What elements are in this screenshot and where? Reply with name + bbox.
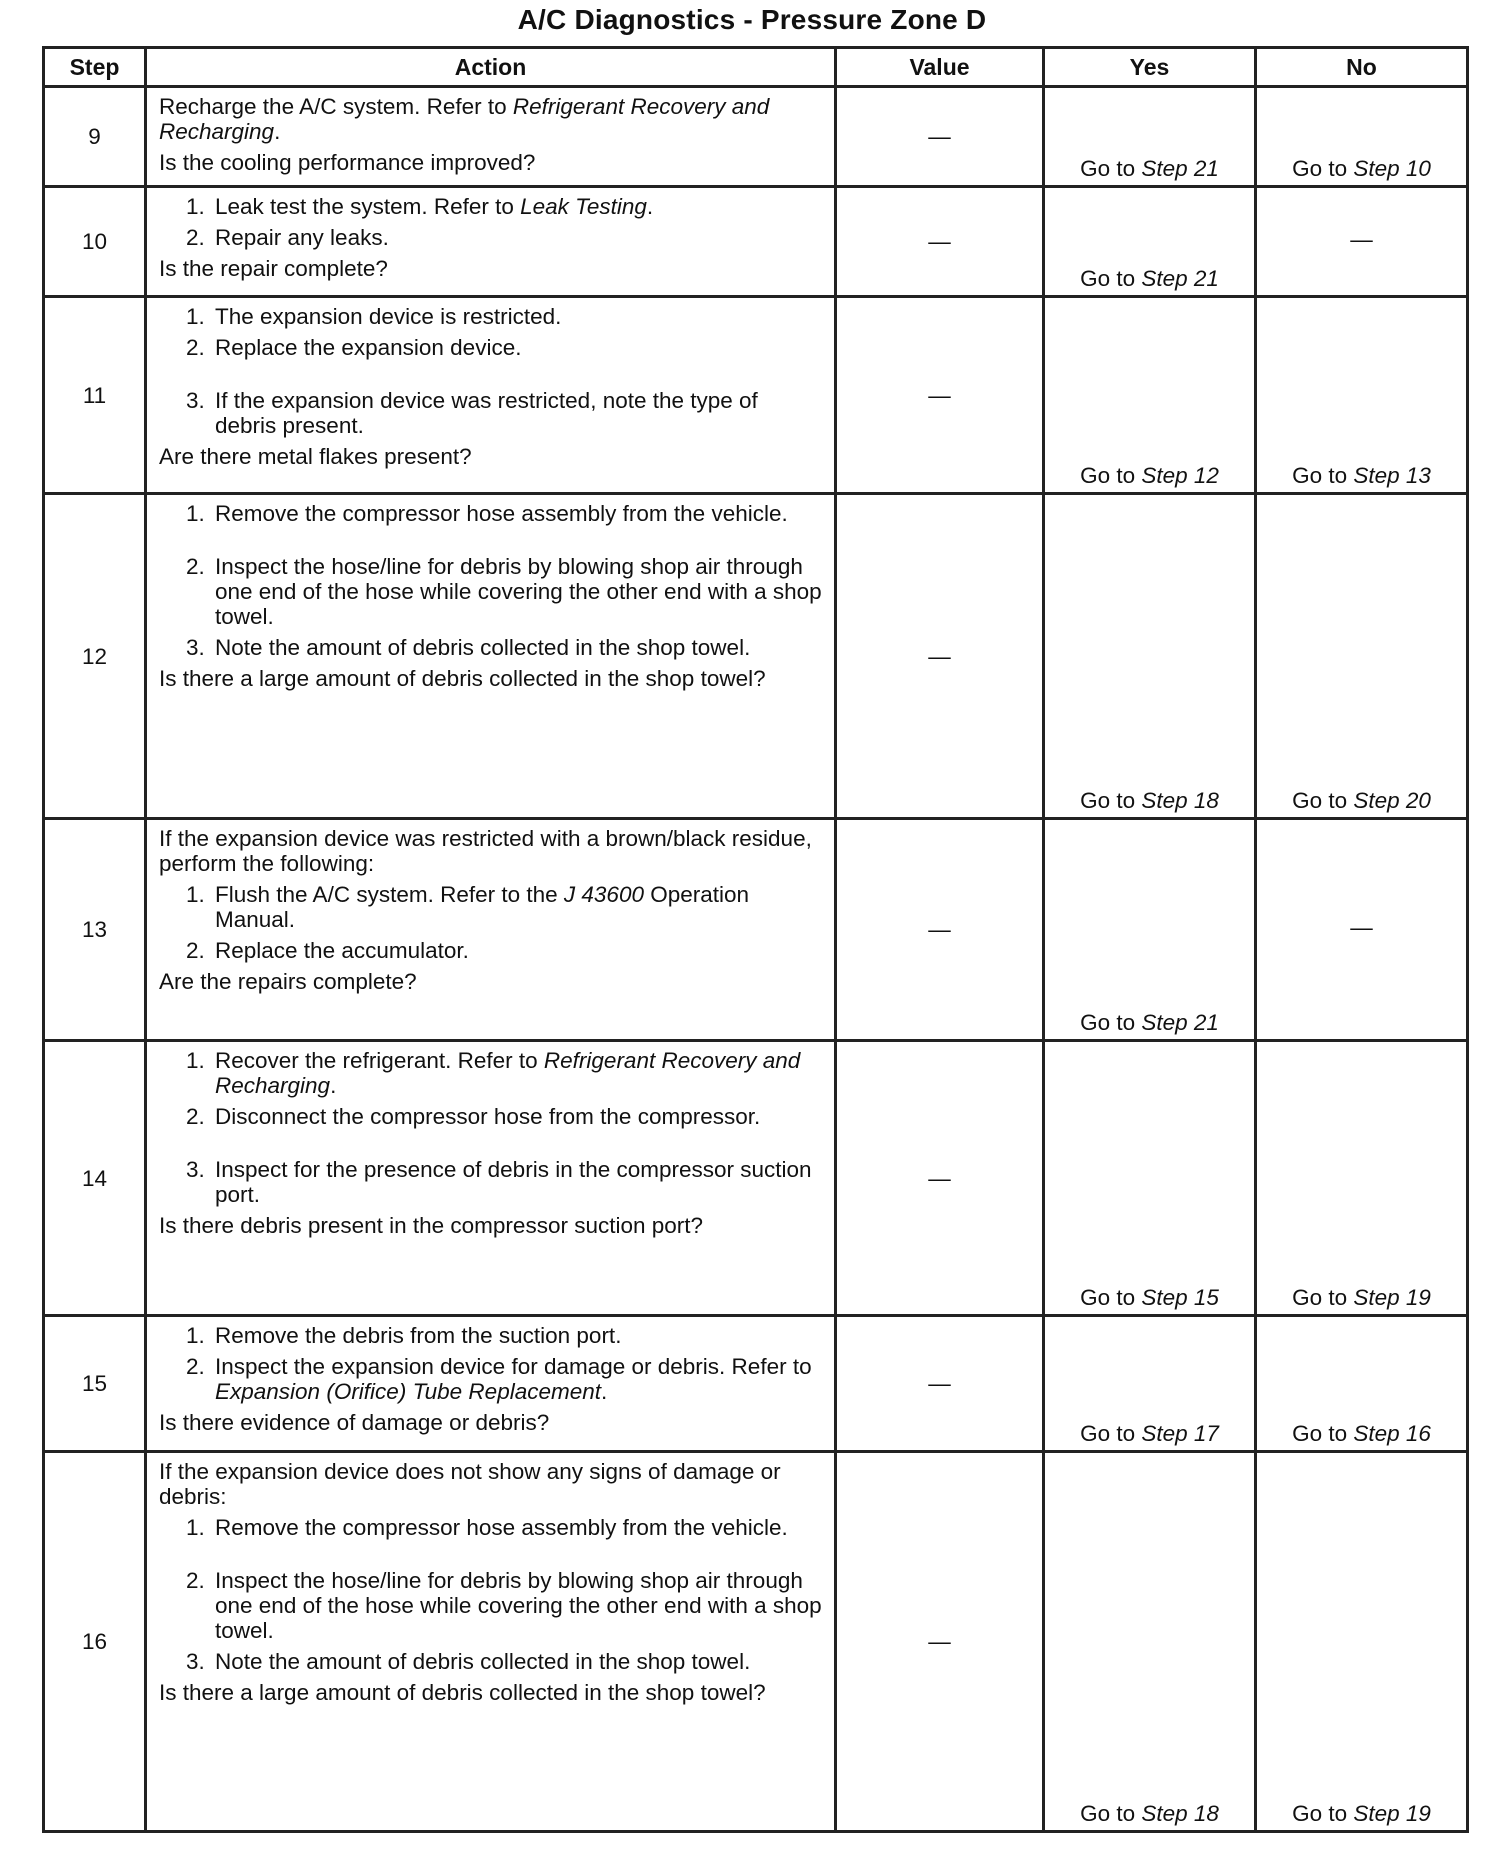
action-step-text: Inspect the expansion device for damage or debris. Refer to xyxy=(215,1354,812,1379)
yes-cell xyxy=(1044,494,1256,819)
action-step-item xyxy=(211,1323,824,1348)
value-cell: — xyxy=(836,819,1044,1041)
no-cell xyxy=(1256,1316,1468,1452)
goto-prefix: Go to xyxy=(1080,1285,1142,1310)
action-question: Is there a large amount of debris collected in the shop towel? xyxy=(159,666,766,691)
action-step-item xyxy=(211,1568,824,1643)
action-question: Are there metal flakes present? xyxy=(159,444,472,469)
step-cell: 12 xyxy=(44,494,146,819)
goto-prefix: Go to xyxy=(1080,463,1142,488)
goto-step-ref: Step 19 xyxy=(1353,1285,1431,1310)
action-question: Is the cooling performance improved? xyxy=(159,150,536,175)
action-step-item xyxy=(211,635,824,660)
action-step-text: Note the amount of debris collected in the shop towel. xyxy=(215,1649,751,1674)
action-cell xyxy=(146,1041,836,1316)
goto-step-ref: Step 17 xyxy=(1141,1421,1219,1446)
action-question: Is there a large amount of debris collected in the shop towel? xyxy=(159,1680,766,1705)
yes-cell xyxy=(1044,819,1256,1041)
action-step-text: Disconnect the compressor hose from the compressor. xyxy=(215,1104,761,1129)
yes-cell xyxy=(1044,297,1256,494)
action-steps-list xyxy=(159,882,824,963)
action-question: Is there evidence of damage or debris? xyxy=(159,1410,550,1435)
step-cell: 10 xyxy=(44,187,146,297)
action-step-text: Inspect for the presence of debris in the compressor suction port. xyxy=(215,1157,812,1207)
action-cell xyxy=(146,187,836,297)
step-cell: 9 xyxy=(44,87,146,187)
action-steps-list xyxy=(159,501,824,660)
goto-step-ref: Step 20 xyxy=(1353,788,1431,813)
action-step-text: . xyxy=(601,1379,608,1404)
table-row xyxy=(44,1041,1468,1316)
no-cell xyxy=(1256,1041,1468,1316)
column-header-action: Action xyxy=(146,48,836,87)
action-paragraph xyxy=(159,94,824,144)
step-cell: 15 xyxy=(44,1316,146,1452)
action-steps-list xyxy=(159,1323,824,1404)
goto-prefix: Go to xyxy=(1080,156,1142,181)
action-text: Recharge the A/C system. Refer to xyxy=(159,94,513,119)
column-header-value: Value xyxy=(836,48,1044,87)
table-row xyxy=(44,87,1468,187)
action-steps-list xyxy=(159,1515,824,1674)
action-step-item xyxy=(211,501,824,526)
goto-step-ref: Step 13 xyxy=(1353,463,1431,488)
column-header-step: Step xyxy=(44,48,146,87)
action-step-text: Replace the expansion device. xyxy=(215,335,522,360)
goto-prefix: Go to xyxy=(1080,1801,1142,1826)
no-cell xyxy=(1256,819,1468,1041)
table-row xyxy=(44,494,1468,819)
action-cell xyxy=(146,1316,836,1452)
action-step-item xyxy=(211,194,824,219)
action-steps-list xyxy=(159,1048,824,1207)
table-row xyxy=(44,297,1468,494)
action-step-text: Remove the compressor hose assembly from the vehicle. xyxy=(215,501,788,526)
goto-step-ref: Step 21 xyxy=(1141,266,1219,291)
action-step-item xyxy=(211,335,824,360)
yes-cell xyxy=(1044,1316,1256,1452)
action-question: Is the repair complete? xyxy=(159,256,388,281)
goto-prefix: Go to xyxy=(1292,788,1354,813)
goto-step-ref: Step 18 xyxy=(1141,788,1219,813)
action-cell xyxy=(146,297,836,494)
action-step-text: Remove the debris from the suction port. xyxy=(215,1323,622,1348)
goto-prefix: Go to xyxy=(1080,1010,1142,1035)
goto-step-ref: Step 15 xyxy=(1141,1285,1219,1310)
goto-prefix: Go to xyxy=(1080,788,1142,813)
action-step-item xyxy=(211,1354,824,1404)
action-step-text: Expansion (Orifice) Tube Replacement xyxy=(215,1379,602,1404)
action-step-item xyxy=(211,1649,824,1674)
goto-step-ref: Step 19 xyxy=(1353,1801,1431,1826)
action-step-text: . xyxy=(646,194,654,219)
action-step-text: Note the amount of debris collected in the shop towel. xyxy=(215,635,751,660)
table-body xyxy=(44,87,1468,1832)
value-cell: — xyxy=(836,1452,1044,1832)
step-cell: 14 xyxy=(44,1041,146,1316)
action-step-text: J 43600 xyxy=(563,882,644,907)
action-step-item xyxy=(211,1515,824,1540)
step-cell: 16 xyxy=(44,1452,146,1832)
goto-step-ref: Step 21 xyxy=(1141,156,1219,181)
action-step-text: Inspect the hose/line for debris by blowing shop air through one end of the hose while covering the other end with a shop towel. xyxy=(215,554,822,629)
yes-cell xyxy=(1044,87,1256,187)
action-step-text: Remove the compressor hose assembly from the vehicle. xyxy=(215,1515,788,1540)
step-cell: 13 xyxy=(44,819,146,1041)
action-step-text: Repair any leaks. xyxy=(215,225,389,250)
action-step-text: Leak test the system. Refer to xyxy=(215,194,521,219)
table-header-row xyxy=(44,48,1468,87)
value-cell: — xyxy=(836,187,1044,297)
goto-prefix: Go to xyxy=(1292,1421,1354,1446)
action-step-text: Flush the A/C system. Refer to the xyxy=(215,882,564,907)
page-title: A/C Diagnostics - Pressure Zone D xyxy=(517,4,987,35)
action-cell xyxy=(146,819,836,1041)
no-cell xyxy=(1256,87,1468,187)
column-header-yes: Yes xyxy=(1044,48,1256,87)
action-steps-list xyxy=(159,304,824,438)
action-intro: If the expansion device does not show any signs of damage or debris: xyxy=(159,1459,781,1509)
dash-value: — xyxy=(1350,227,1373,252)
action-cell xyxy=(146,1452,836,1832)
dash-value: — xyxy=(1350,915,1373,940)
goto-step-ref: Step 12 xyxy=(1141,463,1219,488)
no-cell xyxy=(1256,297,1468,494)
action-step-text: If the expansion device was restricted, note the type of debris present. xyxy=(215,388,758,438)
action-step-item xyxy=(211,388,824,438)
action-step-item xyxy=(211,1104,824,1129)
action-step-text: Replace the accumulator. xyxy=(215,938,469,963)
value-cell: — xyxy=(836,1316,1044,1452)
value-cell: — xyxy=(836,494,1044,819)
action-step-item xyxy=(211,882,824,932)
no-cell xyxy=(1256,1452,1468,1832)
table-row xyxy=(44,187,1468,297)
goto-step-ref: Step 18 xyxy=(1141,1801,1219,1826)
yes-cell xyxy=(1044,187,1256,297)
step-cell: 11 xyxy=(44,297,146,494)
no-cell xyxy=(1256,187,1468,297)
action-question: Are the repairs complete? xyxy=(159,969,417,994)
goto-prefix: Go to xyxy=(1292,1801,1354,1826)
goto-prefix: Go to xyxy=(1292,1285,1354,1310)
action-step-text: Leak Testing xyxy=(520,194,647,219)
no-cell xyxy=(1256,494,1468,819)
goto-prefix: Go to xyxy=(1292,156,1354,181)
value-cell: — xyxy=(836,87,1044,187)
action-cell xyxy=(146,494,836,819)
yes-cell xyxy=(1044,1452,1256,1832)
diagnostic-table xyxy=(42,46,1469,1833)
action-step-item xyxy=(211,938,824,963)
action-intro: If the expansion device was restricted with a brown/black residue, perform the following: xyxy=(159,826,812,876)
action-text: . xyxy=(274,119,281,144)
action-step-item xyxy=(211,554,824,629)
goto-prefix: Go to xyxy=(1292,463,1354,488)
table-row xyxy=(44,1316,1468,1452)
action-cell xyxy=(146,87,836,187)
goto-step-ref: Step 10 xyxy=(1353,156,1431,181)
action-steps-list xyxy=(159,194,824,250)
action-step-text: Inspect the hose/line for debris by blowing shop air through one end of the hose while covering the other end with a shop towel. xyxy=(215,1568,822,1643)
value-cell: — xyxy=(836,1041,1044,1316)
goto-step-ref: Step 16 xyxy=(1353,1421,1431,1446)
action-step-text: Operation Manual. xyxy=(215,882,750,932)
action-step-text: Refrigerant Recovery and Recharging xyxy=(215,1048,801,1098)
table-row xyxy=(44,1452,1468,1832)
goto-prefix: Go to xyxy=(1080,266,1142,291)
yes-cell xyxy=(1044,1041,1256,1316)
action-step-item xyxy=(211,1048,824,1098)
goto-prefix: Go to xyxy=(1080,1421,1142,1446)
action-step-text: . xyxy=(330,1073,337,1098)
action-question: Is there debris present in the compressor suction port? xyxy=(159,1213,704,1238)
value-cell: — xyxy=(836,297,1044,494)
table-row xyxy=(44,819,1468,1041)
action-step-text: The expansion device is restricted. xyxy=(215,304,562,329)
action-text: Refrigerant Recovery and Recharging xyxy=(159,94,770,144)
action-step-item xyxy=(211,225,824,250)
action-step-item xyxy=(211,304,824,329)
goto-step-ref: Step 21 xyxy=(1141,1010,1219,1035)
action-step-text: Recover the refrigerant. Refer to xyxy=(215,1048,544,1073)
column-header-no: No xyxy=(1256,48,1468,87)
action-step-item xyxy=(211,1157,824,1207)
